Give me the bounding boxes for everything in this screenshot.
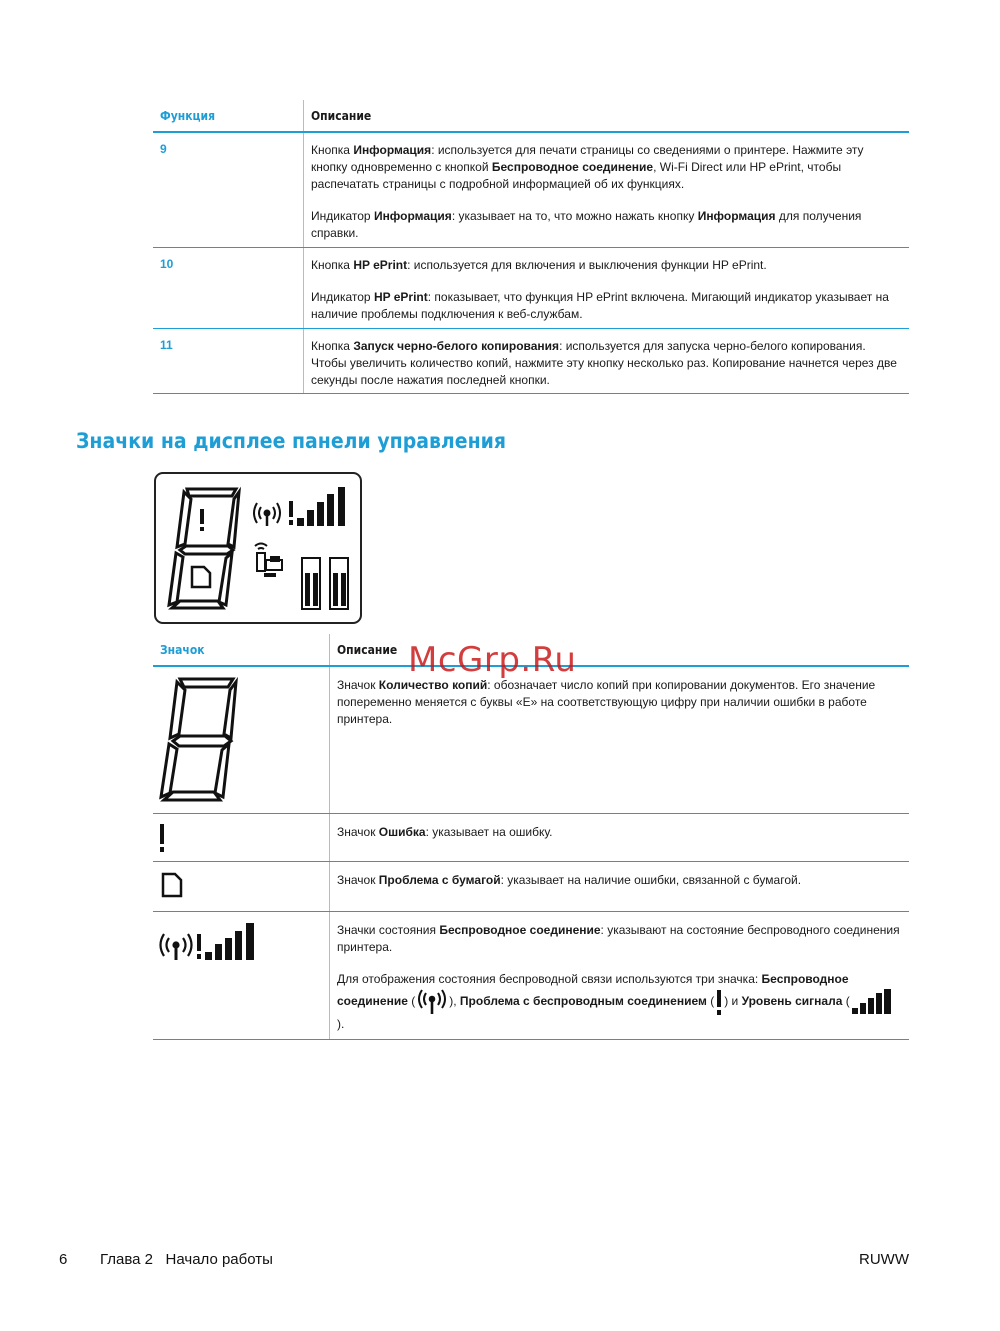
description-text: Значок <box>337 678 379 692</box>
bold-term: Проблема с бумагой <box>378 873 501 887</box>
description-paragraph <box>311 142 901 193</box>
description-text: : указывает на наличие ошибки, связанной с бумагой. <box>500 873 802 887</box>
bold-term: Проблема с беспроводным соединением <box>459 994 707 1009</box>
header-description: Описание <box>329 634 909 665</box>
table-row <box>153 862 909 912</box>
header-function: Функция <box>160 109 216 123</box>
description-text: Значки состояния <box>337 923 440 937</box>
description-text: , Wi-Fi Direct или HP ePrint, чтобы распечатать страницы с подробной информацией об их функциях. <box>311 160 842 191</box>
bold-term: Количество копий <box>378 678 488 692</box>
description-text: Индикатор <box>311 209 374 223</box>
error-icon <box>200 509 204 531</box>
table-row <box>153 912 909 1040</box>
seven-segment-digit-icon <box>153 667 329 813</box>
function-description <box>303 248 909 328</box>
section-title: Значки на дисплее панели управления <box>76 429 506 453</box>
description-text: Кнопка <box>311 339 354 353</box>
wireless-status-icons <box>153 912 273 972</box>
bold-term: Ошибка <box>378 825 426 839</box>
description-paragraph <box>311 257 901 274</box>
bold-term: Информация <box>353 143 432 157</box>
header-description: Описание <box>303 100 909 131</box>
display-icons <box>156 474 360 622</box>
description-paragraph <box>311 338 901 389</box>
bold-term: Уровень сигнала <box>741 994 843 1009</box>
function-description <box>303 329 909 393</box>
control-panel-display-illustration <box>154 472 362 624</box>
icon-description <box>329 862 909 911</box>
function-table <box>153 100 909 394</box>
icon-cell <box>153 912 329 1039</box>
description-text: : указывают на состояние беспроводного соединения принтера. <box>337 923 900 954</box>
description-text: ), <box>449 994 460 1009</box>
description-text: ( <box>706 994 715 1009</box>
icon-cell <box>153 667 329 813</box>
function-description <box>303 133 909 247</box>
icon-description <box>329 667 909 813</box>
function-number: 11 <box>160 338 173 352</box>
description-text: : указывает на ошибку. <box>425 825 553 839</box>
table-row <box>153 814 909 862</box>
table-row <box>153 248 909 329</box>
description-text: ( <box>407 994 416 1009</box>
description-text: Кнопка <box>311 143 354 157</box>
description-text: ( <box>842 994 850 1009</box>
description-text: ). <box>337 1017 345 1031</box>
bold-term: Беспроводное соединение <box>337 972 849 1009</box>
icon-cell <box>153 814 329 861</box>
description-text: Для отображения состояния беспроводной связи используются три значка: <box>337 972 762 986</box>
wireless-attention-icon <box>714 988 724 1016</box>
description-paragraph <box>337 677 901 728</box>
description-text: Значок <box>337 873 379 887</box>
bold-term: Беспроводное соединение <box>439 923 601 937</box>
description-text: Значок <box>337 825 379 839</box>
function-number: 10 <box>160 257 174 271</box>
bold-term: Информация <box>697 209 776 223</box>
table-row <box>153 329 909 394</box>
header-icon: Значок <box>160 643 205 657</box>
icon-description <box>329 912 909 1039</box>
locale-code: RUWW <box>859 1251 909 1268</box>
description-text: ) и <box>724 994 742 1009</box>
description-text: : указывает на то, что можно нажать кнопку <box>451 209 698 223</box>
description-text: Индикатор <box>311 290 374 304</box>
description-paragraph <box>337 872 901 889</box>
wireless-attention-icon <box>289 501 293 525</box>
description-text: : используется для запуска черно-белого копирования. Чтобы увеличить количество копий, нажмите эту кнопку несколько раз. Копирование начнется через две секунды после нажатия последней кнопки. <box>311 339 897 387</box>
page-number: 6 <box>59 1251 68 1268</box>
bold-term: Информация <box>373 209 452 223</box>
description-paragraph <box>337 824 901 841</box>
description-text: : показывает, что функция HP ePrint включена. Мигающий индикатор указывает на наличие проблемы подключения к веб-службам. <box>311 290 889 321</box>
bold-term: Запуск черно-белого копирования <box>353 339 560 353</box>
description-paragraph <box>311 208 901 242</box>
paper-problem-icon <box>153 862 193 910</box>
error-exclamation-icon <box>153 814 183 860</box>
function-number: 9 <box>160 142 167 156</box>
description-paragraph <box>311 289 901 323</box>
signal-bars-icon <box>297 487 345 526</box>
table-row <box>153 667 909 814</box>
icon-cell <box>153 862 329 911</box>
description-text: Кнопка <box>311 258 354 272</box>
description-text: : используется для включения и выключения функции HP ePrint. <box>407 258 767 272</box>
signal-bars-icon <box>850 988 896 1016</box>
description-text: для получения справки. <box>311 209 862 240</box>
wireless-icon <box>254 503 280 526</box>
bold-term: HP ePrint <box>353 258 408 272</box>
description-paragraph <box>337 922 901 956</box>
chapter-title: Глава 2 Начало работы <box>100 1251 273 1268</box>
icon-table <box>153 634 909 1040</box>
description-text: : обозначает число копий при копировании документов. Его значение попеременно меняется с буквы «E» на соответствующую цифру при наличии ошибки в работе принтера. <box>337 678 876 726</box>
description-paragraph <box>337 971 901 1033</box>
bold-term: HP ePrint <box>373 290 428 304</box>
description-text: : используется для печати страницы со сведениями о принтере. Нажмите эту кнопку одновременно с кнопкой <box>311 143 864 174</box>
table-row <box>153 133 909 248</box>
paper-icon <box>192 567 210 587</box>
icon-description <box>329 814 909 861</box>
bold-term: Беспроводное соединение <box>491 160 654 174</box>
function-table-header <box>153 100 909 133</box>
watermark-text: McGrp.Ru <box>408 640 577 680</box>
copies-digit-icon <box>169 489 239 608</box>
wireless-icon <box>415 988 449 1016</box>
